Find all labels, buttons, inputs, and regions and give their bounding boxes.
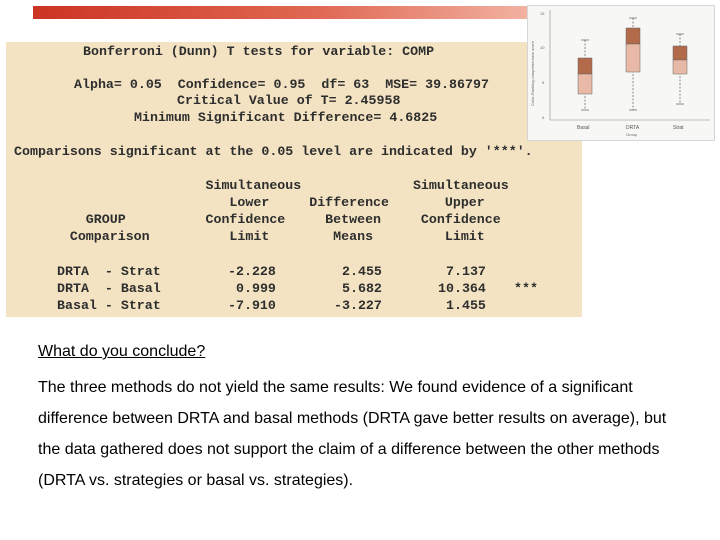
- y-tick-label: 5: [542, 80, 545, 85]
- row-significance-flag: ***: [514, 281, 538, 296]
- row-lower-limit: -2.228: [228, 264, 276, 279]
- box-strat-lower: [673, 60, 687, 74]
- row-lower-limit: 0.999: [236, 281, 276, 296]
- row-upper-limit: 1.455: [446, 298, 486, 313]
- row-upper-limit: 7.137: [446, 264, 486, 279]
- box-basal-upper: [578, 58, 592, 74]
- stats-line: Alpha= 0.05 Confidence= 0.95 df= 63 MSE= 39.86797: [74, 77, 489, 92]
- box-drta-lower: [626, 44, 640, 72]
- sas-output-panel: [6, 42, 582, 317]
- row-difference: 5.682: [342, 281, 382, 296]
- boxplot-chart: [528, 6, 714, 140]
- answer-paragraph: The three methods do not yield the same results: We found evidence of a significant difference between DRTA and basal methods (DRTA gave better results on average), but the data gathered does not support the claim of a difference between the other methods (DRTA vs. strategies or basal vs. strategies).: [38, 379, 667, 489]
- min-sig-diff-line: Minimum Significant Difference= 4.6825: [134, 110, 438, 125]
- row-difference: 2.455: [342, 264, 382, 279]
- table-header-row-2: Lower Difference Upper: [6, 195, 485, 210]
- row-lower-limit: -7.910: [228, 298, 276, 313]
- row-comparison: DRTA - Strat: [57, 264, 161, 279]
- row-comparison: Basal - Strat: [57, 298, 161, 313]
- critical-value-line: Critical Value of T= 2.45958: [177, 93, 401, 108]
- y-tick-label: 15: [540, 11, 545, 16]
- row-difference: -3.227: [334, 298, 382, 313]
- box-strat-upper: [673, 46, 687, 60]
- y-axis-label: Color-Ranking comprehension score: [530, 41, 535, 106]
- boxplot-thumbnail: [527, 5, 715, 141]
- table-header-row-1: Simultaneous Simultaneous: [6, 178, 509, 193]
- box-basal-lower: [578, 74, 592, 94]
- x-tick-label: Strat: [673, 125, 684, 131]
- x-tick-label: Basal: [577, 125, 590, 131]
- question-heading: What do you conclude?: [38, 343, 206, 360]
- x-tick-label: DRTA: [626, 125, 640, 131]
- y-tick-label: 10: [540, 45, 545, 50]
- row-upper-limit: 10.364: [438, 281, 486, 296]
- table-header-row-4: Comparison Limit Means Limit: [6, 229, 485, 244]
- significance-note: Comparisons significant at the 0.05 level are indicated by '***'.: [14, 144, 533, 159]
- x-axis-label: Group: [626, 132, 638, 137]
- output-title: Bonferroni (Dunn) T tests for variable: COMP: [83, 44, 435, 59]
- box-drta-upper: [626, 28, 640, 44]
- conclusion-section: [38, 340, 678, 496]
- y-tick-label: 0: [542, 115, 545, 120]
- table-header-row-3: GROUP Confidence Between Confidence: [6, 212, 501, 227]
- row-comparison: DRTA - Basal: [57, 281, 161, 296]
